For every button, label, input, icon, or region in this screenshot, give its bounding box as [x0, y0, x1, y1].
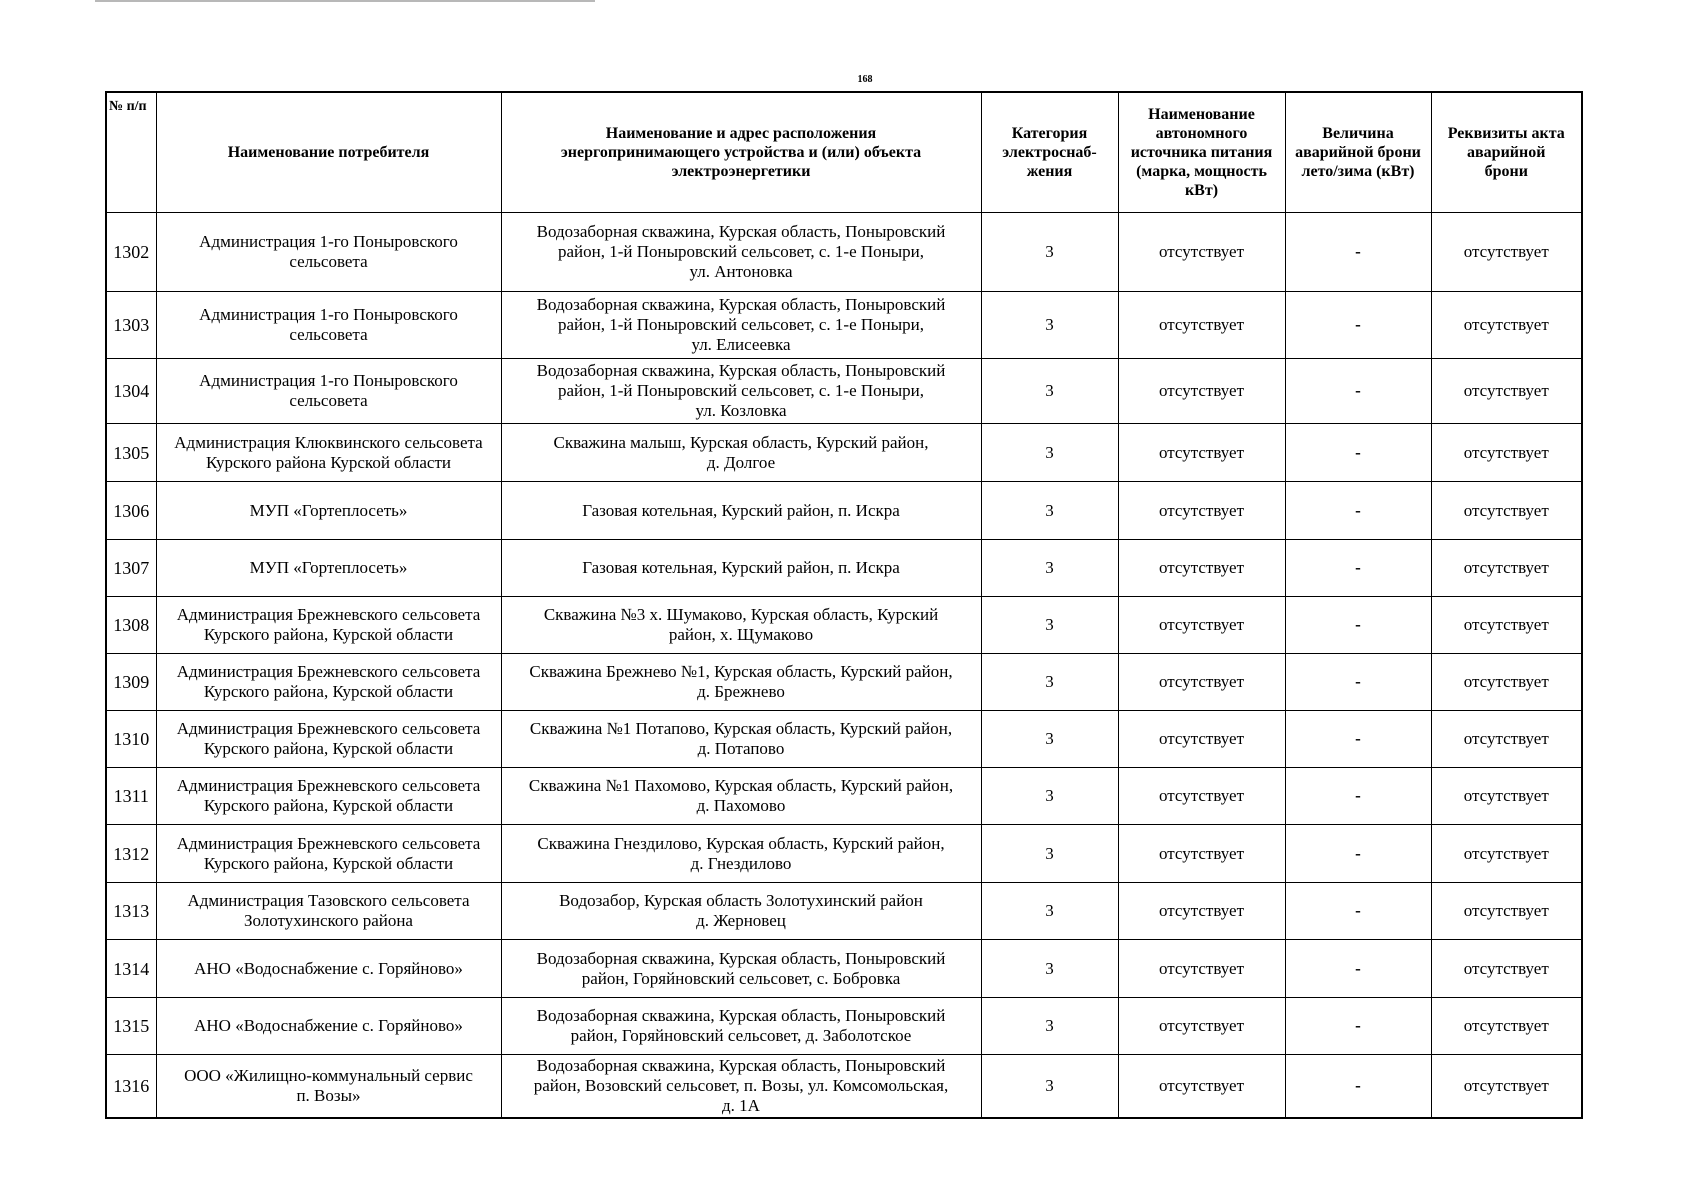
cell-reserve-value: -: [1285, 540, 1431, 597]
cell-category: 3: [981, 998, 1118, 1055]
cell-num: 1314: [106, 940, 156, 998]
cell-reserve-value: -: [1285, 213, 1431, 292]
header-reserve-value: Величина аварийной брони лето/зима (кВт): [1285, 92, 1431, 213]
cell-power-source: отсутствует: [1118, 883, 1285, 940]
cell-category: 3: [981, 540, 1118, 597]
page-number: 168: [857, 74, 873, 85]
cell-reserve-value: -: [1285, 292, 1431, 359]
cell-category: 3: [981, 654, 1118, 711]
cell-object: Газовая котельная, Курский район, п. Искра: [501, 482, 981, 540]
cell-power-source: отсутствует: [1118, 424, 1285, 482]
cell-category: 3: [981, 940, 1118, 998]
cell-object: Скважина №1 Потапово, Курская область, Курский район, д. Потапово: [501, 711, 981, 768]
cell-act-details: отсутствует: [1431, 597, 1582, 654]
cell-num: 1305: [106, 424, 156, 482]
cell-num: 1315: [106, 998, 156, 1055]
cell-num: 1308: [106, 597, 156, 654]
cell-category: 3: [981, 825, 1118, 883]
cell-object: Скважина №3 х. Шумаково, Курская область, Курский район, х. Щумаково: [501, 597, 981, 654]
cell-reserve-value: -: [1285, 1055, 1431, 1118]
header-power-source: Наименование автономного источника питания (марка, мощность кВт): [1118, 92, 1285, 213]
cell-act-details: отсутствует: [1431, 1055, 1582, 1118]
cell-consumer: Администрация 1-го Поныровского сельсовета: [156, 213, 501, 292]
cell-category: 3: [981, 213, 1118, 292]
cell-num: 1306: [106, 482, 156, 540]
header-category: Категория электроснаб- жения: [981, 92, 1118, 213]
table-row: [106, 940, 1582, 998]
scan-artifact-line: [95, 0, 595, 2]
cell-reserve-value: -: [1285, 711, 1431, 768]
cell-consumer: МУП «Гортеплосеть»: [156, 482, 501, 540]
table-row: [106, 213, 1582, 292]
cell-power-source: отсутствует: [1118, 768, 1285, 825]
table-row: [106, 768, 1582, 825]
cell-reserve-value: -: [1285, 482, 1431, 540]
header-num: № п/п: [106, 92, 156, 213]
cell-power-source: отсутствует: [1118, 1055, 1285, 1118]
table-row: [106, 482, 1582, 540]
table-row: [106, 825, 1582, 883]
cell-category: 3: [981, 597, 1118, 654]
cell-num: 1312: [106, 825, 156, 883]
cell-object: Скважина малыш, Курская область, Курский район, д. Долгое: [501, 424, 981, 482]
cell-num: 1309: [106, 654, 156, 711]
cell-object: Скважина №1 Пахомово, Курская область, Курский район, д. Пахомово: [501, 768, 981, 825]
table-row: [106, 711, 1582, 768]
cell-power-source: отсутствует: [1118, 213, 1285, 292]
cell-consumer: Администрация 1-го Поныровского сельсовета: [156, 359, 501, 424]
cell-consumer: Администрация Брежневского сельсовета Курского района, Курской области: [156, 825, 501, 883]
header-act-details: Реквизиты акта аварийной брони: [1431, 92, 1582, 213]
cell-act-details: отсутствует: [1431, 768, 1582, 825]
cell-consumer: Администрация Брежневского сельсовета Курского района, Курской области: [156, 597, 501, 654]
table-header-row: [106, 92, 1582, 213]
cell-power-source: отсутствует: [1118, 540, 1285, 597]
cell-power-source: отсутствует: [1118, 825, 1285, 883]
cell-act-details: отсутствует: [1431, 825, 1582, 883]
cell-num: 1302: [106, 213, 156, 292]
cell-act-details: отсутствует: [1431, 940, 1582, 998]
table-row: [106, 540, 1582, 597]
cell-act-details: отсутствует: [1431, 292, 1582, 359]
cell-act-details: отсутствует: [1431, 424, 1582, 482]
cell-reserve-value: -: [1285, 998, 1431, 1055]
cell-reserve-value: -: [1285, 597, 1431, 654]
cell-power-source: отсутствует: [1118, 359, 1285, 424]
table-row: [106, 1055, 1582, 1118]
cell-act-details: отсутствует: [1431, 883, 1582, 940]
cell-consumer: Администрация Тазовского сельсовета Золотухинского района: [156, 883, 501, 940]
cell-category: 3: [981, 292, 1118, 359]
table-row: [106, 998, 1582, 1055]
cell-reserve-value: -: [1285, 359, 1431, 424]
cell-consumer: МУП «Гортеплосеть»: [156, 540, 501, 597]
cell-num: 1316: [106, 1055, 156, 1118]
cell-num: 1307: [106, 540, 156, 597]
cell-act-details: отсутствует: [1431, 359, 1582, 424]
cell-num: 1313: [106, 883, 156, 940]
cell-object: Водозаборная скважина, Курская область, Поныровский район, Возовский сельсовет, п. Возы, ул. Комсомольская, д. 1А: [501, 1055, 981, 1118]
cell-consumer: Администрация Брежневского сельсовета Курского района, Курской области: [156, 711, 501, 768]
cell-num: 1310: [106, 711, 156, 768]
cell-consumer: Администрация Брежневского сельсовета Курского района, Курской области: [156, 654, 501, 711]
cell-category: 3: [981, 359, 1118, 424]
cell-category: 3: [981, 768, 1118, 825]
cell-category: 3: [981, 424, 1118, 482]
cell-num: 1311: [106, 768, 156, 825]
cell-object: Водозабор, Курская область Золотухинский район д. Жерновец: [501, 883, 981, 940]
table-row: [106, 883, 1582, 940]
cell-consumer: Администрация Брежневского сельсовета Курского района, Курской области: [156, 768, 501, 825]
cell-object: Водозаборная скважина, Курская область, Поныровский район, Горяйновский сельсовет, с. Бобровка: [501, 940, 981, 998]
cell-reserve-value: -: [1285, 825, 1431, 883]
cell-object: Газовая котельная, Курский район, п. Искра: [501, 540, 981, 597]
table-row: [106, 359, 1582, 424]
cell-act-details: отсутствует: [1431, 482, 1582, 540]
cell-category: 3: [981, 482, 1118, 540]
cell-consumer: АНО «Водоснабжение с. Горяйново»: [156, 998, 501, 1055]
cell-reserve-value: -: [1285, 424, 1431, 482]
header-object: Наименование и адрес расположения энергопринимающего устройства и (или) объекта электроэнергетики: [501, 92, 981, 213]
table-body: [106, 213, 1582, 1118]
cell-reserve-value: -: [1285, 654, 1431, 711]
cell-power-source: отсутствует: [1118, 711, 1285, 768]
cell-reserve-value: -: [1285, 883, 1431, 940]
cell-consumer: ООО «Жилищно-коммунальный сервис п. Возы»: [156, 1055, 501, 1118]
cell-act-details: отсутствует: [1431, 998, 1582, 1055]
table-row: [106, 654, 1582, 711]
cell-power-source: отсутствует: [1118, 940, 1285, 998]
cell-object: Скважина Гнездилово, Курская область, Курский район, д. Гнездилово: [501, 825, 981, 883]
cell-num: 1304: [106, 359, 156, 424]
cell-power-source: отсутствует: [1118, 482, 1285, 540]
cell-act-details: отсутствует: [1431, 711, 1582, 768]
cell-act-details: отсутствует: [1431, 213, 1582, 292]
cell-object: Скважина Брежнево №1, Курская область, Курский район, д. Брежнево: [501, 654, 981, 711]
cell-consumer: АНО «Водоснабжение с. Горяйново»: [156, 940, 501, 998]
cell-object: Водозаборная скважина, Курская область, Поныровский район, 1-й Поныровский сельсовет, с. 1-е Поныри, ул. Елисеевка: [501, 292, 981, 359]
cell-power-source: отсутствует: [1118, 597, 1285, 654]
cell-act-details: отсутствует: [1431, 654, 1582, 711]
cell-object: Водозаборная скважина, Курская область, Поныровский район, 1-й Поныровский сельсовет, с. 1-е Поныри, ул. Козловка: [501, 359, 981, 424]
cell-category: 3: [981, 711, 1118, 768]
emergency-reserve-table: [105, 91, 1583, 1119]
cell-object: Водозаборная скважина, Курская область, Поныровский район, Горяйновский сельсовет, д. Заболотское: [501, 998, 981, 1055]
cell-category: 3: [981, 883, 1118, 940]
cell-act-details: отсутствует: [1431, 540, 1582, 597]
cell-reserve-value: -: [1285, 768, 1431, 825]
cell-object: Водозаборная скважина, Курская область, Поныровский район, 1-й Поныровский сельсовет, с. 1-е Поныри, ул. Антоновка: [501, 213, 981, 292]
cell-power-source: отсутствует: [1118, 654, 1285, 711]
cell-category: 3: [981, 1055, 1118, 1118]
cell-reserve-value: -: [1285, 940, 1431, 998]
cell-consumer: Администрация Клюквинского сельсовета Курского района Курской области: [156, 424, 501, 482]
cell-consumer: Администрация 1-го Поныровского сельсовета: [156, 292, 501, 359]
table-row: [106, 424, 1582, 482]
cell-power-source: отсутствует: [1118, 292, 1285, 359]
header-consumer: Наименование потребителя: [156, 92, 501, 213]
table-row: [106, 292, 1582, 359]
table-row: [106, 597, 1582, 654]
cell-num: 1303: [106, 292, 156, 359]
cell-power-source: отсутствует: [1118, 998, 1285, 1055]
